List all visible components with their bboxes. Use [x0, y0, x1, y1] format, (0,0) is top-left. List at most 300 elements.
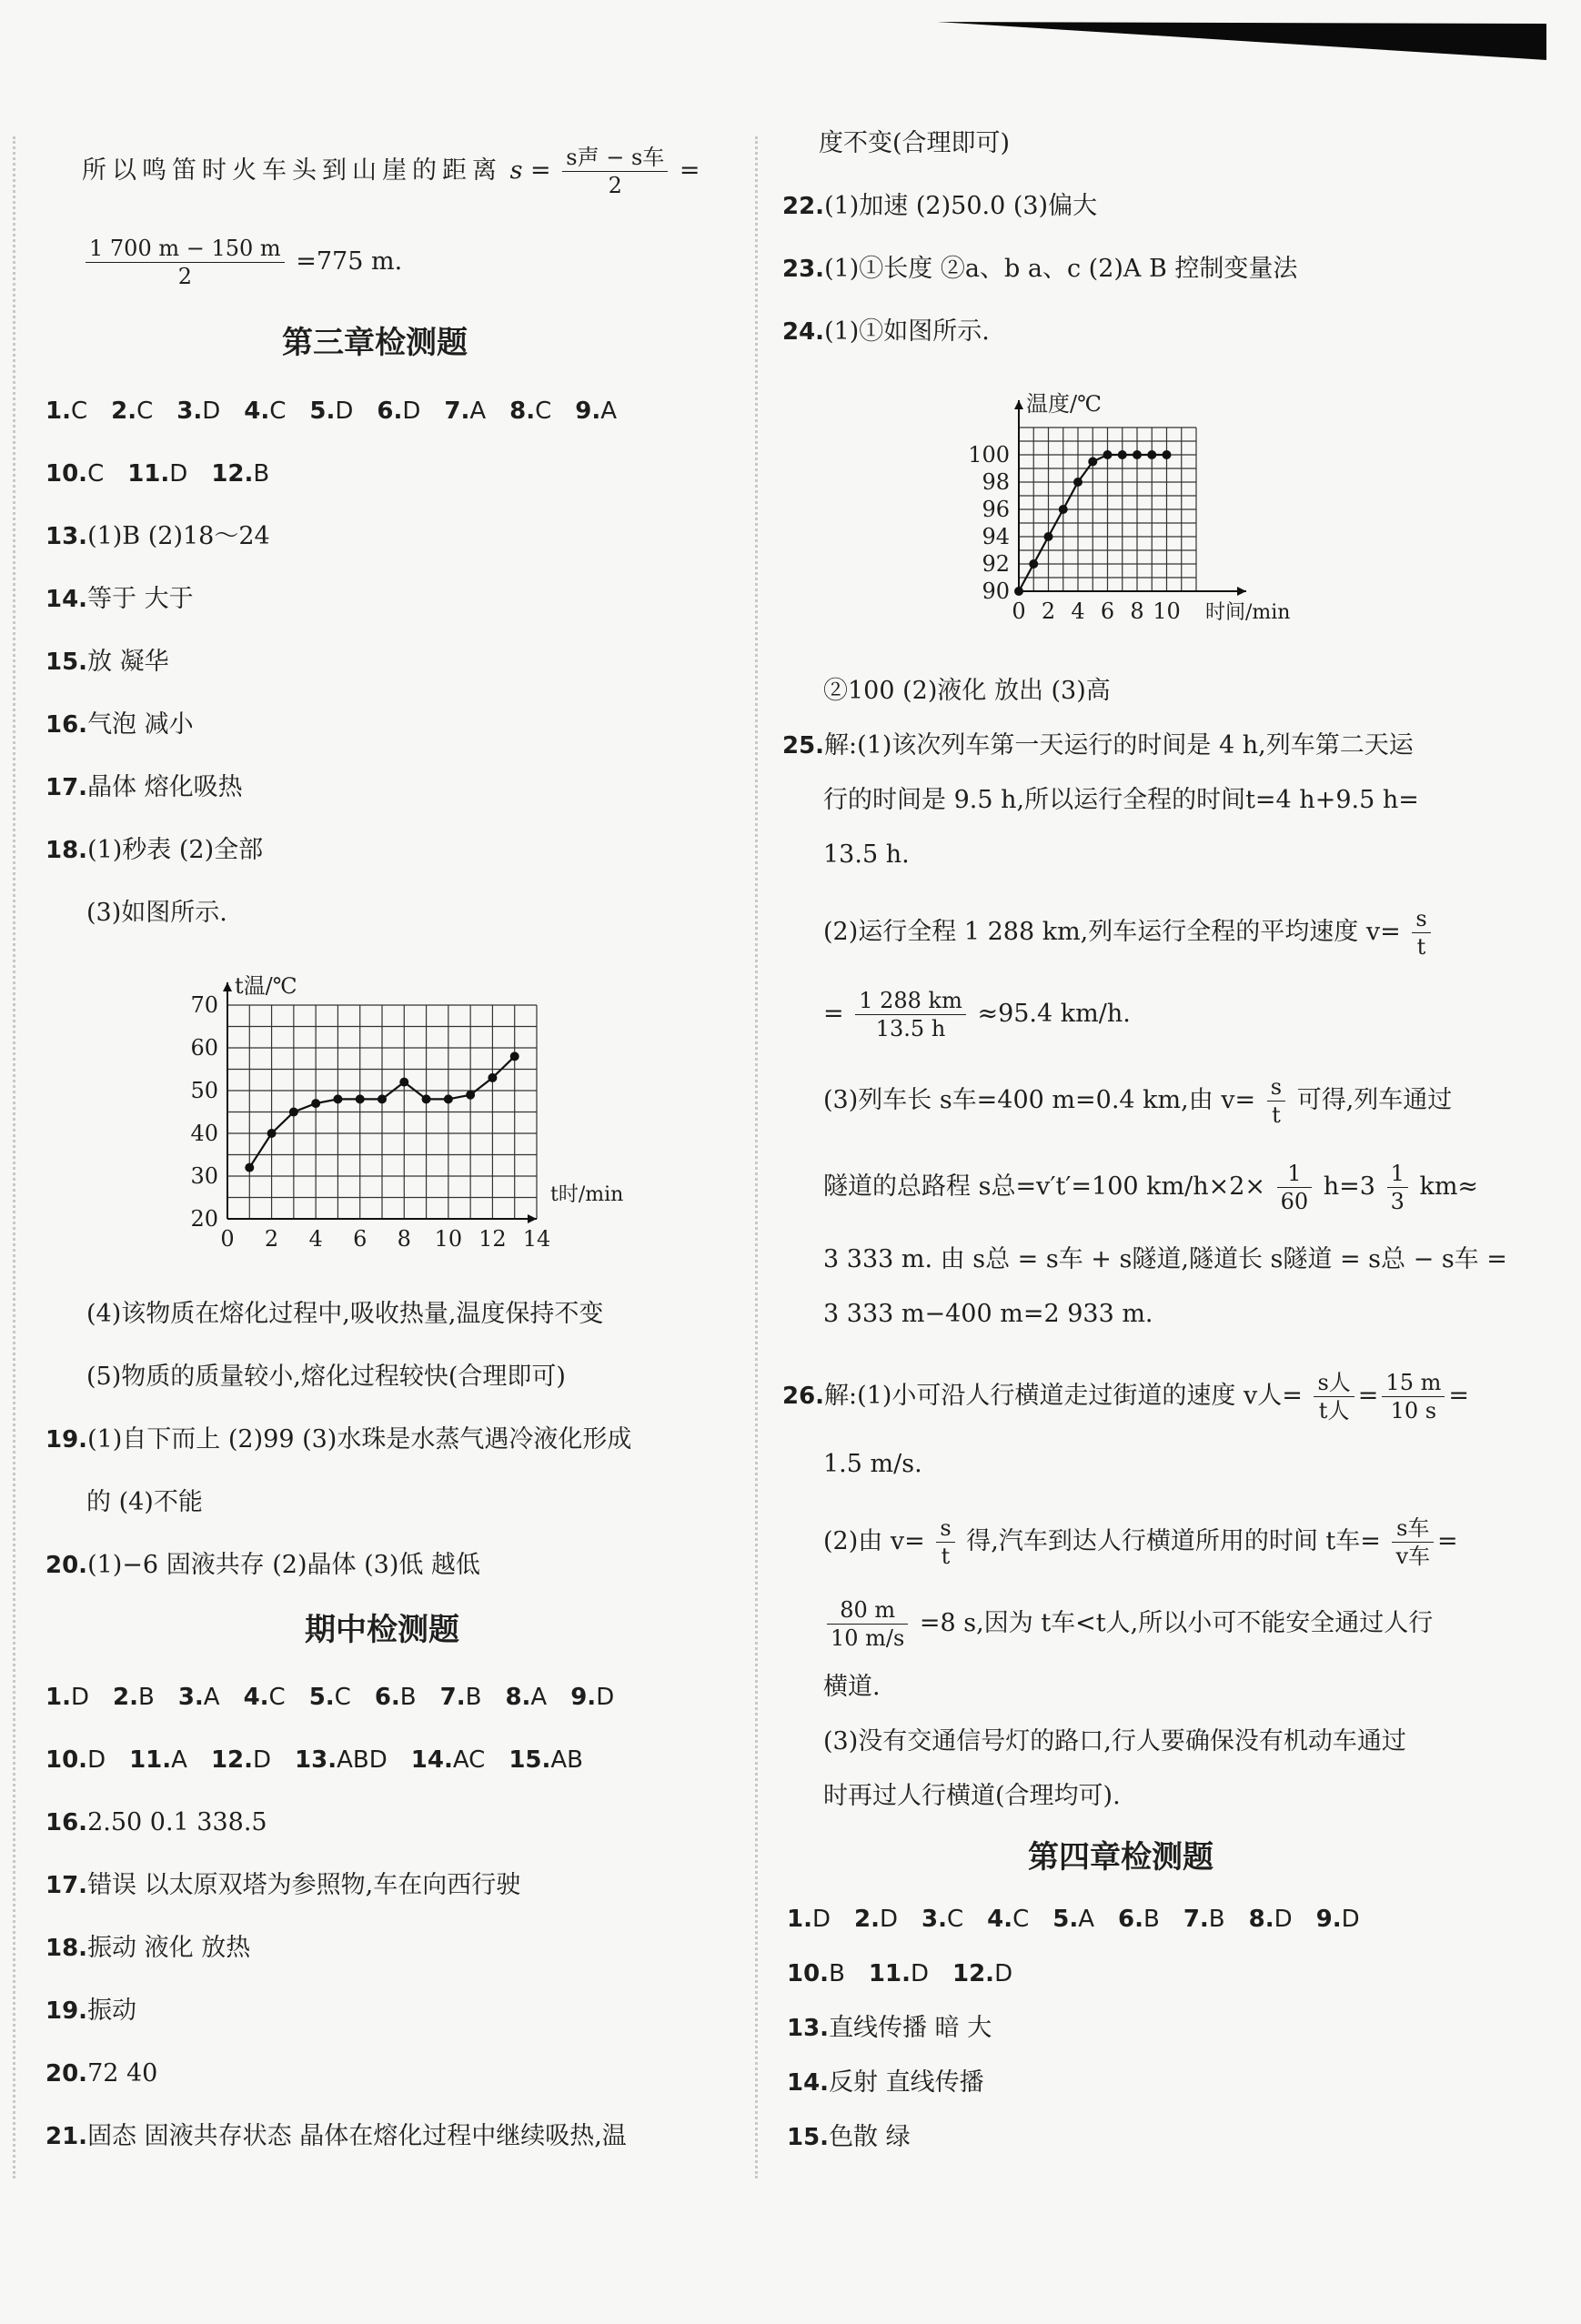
choice-num: 10.: [45, 1746, 88, 1774]
q16-line: [45, 707, 194, 743]
data-point: [1163, 450, 1172, 459]
choice-answer: [444, 393, 486, 429]
ch3-answers-row1: [45, 393, 640, 429]
fraction-numerator: 80 m: [827, 1596, 908, 1625]
fraction-numerator: 1: [1277, 1160, 1313, 1188]
choice-answer: [127, 456, 187, 492]
choice-letter: A: [171, 1746, 187, 1774]
q-answer: (1)①长度 ②a、b a、c (2)A B 控制变量法: [824, 255, 1298, 283]
ch4-answers-row1: [787, 1901, 1384, 1937]
m25-line-2: 行的时间是 9.5 h,所以运行全程的时间t=4 h+9.5 h=: [823, 786, 1419, 814]
choice-num: 2.: [854, 1906, 880, 1933]
choice-answer: [1316, 1901, 1360, 1937]
chapter3-title: 第三章检测题: [282, 325, 468, 361]
text: (2)由 v=: [823, 1527, 925, 1555]
choice-num: 5.: [309, 397, 336, 425]
ch3-answers-row2: [45, 456, 293, 492]
choice-num: 1.: [787, 1906, 812, 1933]
fraction-denominator: 10 m/s: [831, 1625, 905, 1651]
data-point: [245, 1163, 254, 1172]
choice-num: 9.: [1315, 1906, 1342, 1933]
choice-letter: D: [402, 397, 421, 425]
choice-letter: D: [879, 1906, 898, 1933]
choice-answer: [952, 1956, 1012, 1992]
fraction-denominator: 2: [177, 264, 192, 289]
data-point: [1044, 532, 1053, 541]
q19-line-2: 的 (4)不能: [86, 1488, 203, 1516]
m25-line-8: 3 333 m. 由 s总 = s车 + s隧道,隧道长 s隧道 = s总 − s车 =: [823, 1245, 1507, 1273]
q-num: 26.: [782, 1383, 825, 1410]
eq: =: [823, 1000, 844, 1028]
q-num: 13.: [45, 523, 88, 550]
chapter4-title: 第四章检测题: [1028, 1839, 1213, 1876]
choice-answer: [787, 1956, 845, 1992]
choice-num: 12.: [210, 1746, 254, 1774]
choice-answer: [295, 1742, 388, 1778]
choice-answer: [211, 1742, 271, 1778]
c13-line: [787, 2010, 992, 2047]
text: (3)列车长 s车=400 m=0.4 km,由 v=: [823, 1086, 1256, 1114]
q18-4-line: (4)该物质在熔化过程中,吸收热量,温度保持不变: [86, 1300, 604, 1328]
fraction: [562, 144, 668, 199]
m25-line-4: [823, 905, 1435, 961]
choice-num: 6.: [1118, 1906, 1143, 1933]
choice-letter: B: [399, 1684, 417, 1711]
x-tick-label: 6: [353, 1226, 368, 1252]
melting-chart: [164, 960, 655, 1269]
choice-num: 12.: [952, 1960, 995, 1987]
fraction: [1387, 1160, 1408, 1215]
left-margin-rule: [13, 136, 15, 2178]
formula-result: =775 m.: [296, 247, 403, 276]
choice-num: 14.: [410, 1746, 453, 1774]
q-num: 17.: [45, 774, 88, 801]
q-num: 16.: [45, 1809, 88, 1836]
choice-num: 10.: [787, 1960, 830, 1987]
choice-answer: [45, 1679, 89, 1715]
choice-answer: [987, 1901, 1029, 1937]
m24-line-2: ②100 (2)液化 放出 (3)高: [823, 677, 1111, 705]
choice-letter: C: [136, 397, 154, 425]
choice-letter: ABD: [337, 1746, 388, 1774]
y-axis-label: t温/℃: [235, 973, 297, 999]
choice-num: 6.: [377, 397, 403, 425]
choice-letter: A: [1078, 1906, 1095, 1933]
q14-line: [45, 581, 194, 618]
x-axis-label: t时/min: [550, 1183, 624, 1206]
choice-answer: [375, 1679, 417, 1715]
c14-line: [787, 2065, 984, 2101]
x-tick-label: 10: [434, 1226, 463, 1252]
q-answer: 振动: [87, 1997, 137, 2025]
m25-line-7: [823, 1160, 1478, 1215]
q-num: 19.: [45, 1426, 88, 1454]
formula-text: 所以鸣笛时火车头到山崖的距离: [82, 156, 502, 185]
formula-line-1: [82, 144, 700, 199]
choice-num: 12.: [211, 460, 254, 488]
q-answer: (1)B (2)18～24: [87, 522, 270, 550]
text: =8 s,因为 t车<t人,所以小可不能安全通过人行: [919, 1609, 1434, 1637]
q-answer: 振动 液化 放热: [87, 1934, 251, 1962]
ch4-answers-row2: [787, 1956, 1036, 1992]
choice-letter: A: [203, 1684, 220, 1711]
m26-line-5: 横道.: [823, 1673, 881, 1701]
fraction: [86, 235, 285, 290]
q-answer: 放 凝华: [87, 648, 169, 676]
fraction-numerator: s人: [1314, 1369, 1354, 1397]
q-num: 24.: [782, 318, 825, 346]
data-point: [1103, 450, 1113, 459]
choice-letter: D: [994, 1960, 1013, 1987]
fraction: [827, 1596, 908, 1652]
q13-line: [45, 518, 270, 555]
fraction: [1277, 1160, 1313, 1215]
choice-num: 5.: [308, 1684, 335, 1711]
choice-letter: B: [1143, 1906, 1160, 1933]
q18-5-line: (5)物质的质量较小,熔化过程较快(合理即可): [86, 1363, 566, 1391]
choice-letter: B: [1208, 1906, 1225, 1933]
choice-answer: [869, 1956, 929, 1992]
y-tick-label: 98: [982, 469, 1010, 495]
q-num: 13.: [787, 2015, 830, 2042]
choice-answer: [921, 1901, 963, 1937]
formula-line-2: [82, 235, 402, 290]
fraction-denominator: 13.5 h: [875, 1016, 946, 1041]
fraction-denominator: t: [1416, 934, 1426, 960]
mid-answers-row2: [45, 1742, 607, 1778]
choice-num: 8.: [1248, 1906, 1274, 1933]
fraction-denominator: 60: [1280, 1189, 1309, 1214]
choice-num: 7.: [444, 397, 470, 425]
q-answer: 反射 直线传播: [829, 2068, 984, 2097]
x-tick-label: 2: [1041, 599, 1056, 624]
x-axis-label: 时间/min: [1205, 601, 1291, 624]
q-answer: 直线传播 暗 大: [829, 2014, 992, 2042]
m26-line-2: 1.5 m/s.: [823, 1450, 922, 1478]
choice-letter: D: [1274, 1906, 1293, 1933]
choice-answer: [411, 1742, 486, 1778]
choice-num: 4.: [243, 1684, 269, 1711]
m26-line-6: (3)没有交通信号灯的路口,行人要确保没有机动车通过: [823, 1727, 1406, 1756]
x-axis-arrow: [1237, 587, 1246, 596]
data-point: [444, 1094, 453, 1103]
choice-answer: [505, 1679, 547, 1715]
data-point: [378, 1094, 387, 1103]
choice-num: 9.: [575, 397, 601, 425]
fraction-numerator: 15 m: [1382, 1369, 1445, 1397]
y-tick-label: 60: [190, 1035, 218, 1061]
fraction-denominator: 2: [608, 173, 622, 198]
fraction: [1382, 1369, 1445, 1424]
x-tick-label: 10: [1153, 599, 1181, 624]
x-axis-arrow: [528, 1214, 537, 1223]
choice-letter: AB: [550, 1746, 583, 1774]
q-num: 18.: [45, 1935, 88, 1962]
fraction-numerator: s: [1267, 1073, 1285, 1102]
fraction-denominator: 10 s: [1390, 1398, 1437, 1424]
choice-num: 3.: [921, 1906, 947, 1933]
m25-line-9: 3 333 m−400 m=2 933 m.: [823, 1300, 1153, 1328]
data-point: [356, 1094, 365, 1103]
choice-num: 6.: [374, 1684, 400, 1711]
y-tick-label: 90: [982, 578, 1010, 604]
x-tick-label: 0: [220, 1226, 235, 1252]
text: (2)运行全程 1 288 km,列车运行全程的平均速度 v=: [823, 918, 1401, 946]
choice-letter: C: [268, 1684, 286, 1711]
data-point: [510, 1051, 519, 1061]
data-point: [1073, 478, 1083, 487]
choice-answer: [129, 1742, 187, 1778]
m25-line-6: [823, 1073, 1452, 1129]
fraction-denominator: t: [1272, 1102, 1281, 1128]
m26-line-4: [823, 1596, 1433, 1652]
choice-num: 2.: [111, 397, 137, 425]
column-divider: [755, 136, 758, 2178]
choice-letter: D: [335, 397, 354, 425]
fraction-denominator: t: [941, 1544, 951, 1569]
choice-num: 11.: [127, 460, 170, 488]
choice-letter: D: [253, 1746, 272, 1774]
q-answer: 晶体 熔化吸热: [87, 773, 243, 801]
fraction-numerator: 1 288 km: [855, 987, 966, 1015]
choice-answer: [509, 1742, 583, 1778]
choice-answer: [377, 393, 420, 429]
m17-line: [45, 1867, 520, 1904]
fraction-numerator: s: [936, 1514, 954, 1543]
choice-answer: [440, 1679, 482, 1715]
q-answer: 2.50 0.1 338.5: [87, 1808, 267, 1836]
choice-letter: A: [469, 397, 487, 425]
text: 可得,列车通过: [1296, 1086, 1453, 1114]
data-point: [1133, 450, 1142, 459]
data-point: [267, 1129, 277, 1138]
q-num: 20.: [45, 1552, 88, 1579]
choice-num: 5.: [1052, 1906, 1079, 1933]
choice-answer: [1249, 1901, 1293, 1937]
fraction-numerator: s声 − s车: [562, 144, 668, 172]
q15-line: [45, 644, 169, 680]
q-answer: (1)秒表 (2)全部: [87, 836, 264, 864]
choice-num: 3.: [177, 1684, 204, 1711]
choice-answer: [111, 393, 153, 429]
mid-answers-row1: [45, 1679, 638, 1715]
data-point: [1147, 450, 1156, 459]
q-answer: 解:(1)该次列车第一天运行的时间是 4 h,列车第二天运: [824, 731, 1414, 760]
choice-answer: [45, 456, 104, 492]
y-tick-label: 94: [982, 524, 1010, 549]
m18-line: [45, 1930, 250, 1967]
fraction-numerator: 1: [1387, 1160, 1408, 1188]
choice-answer: [244, 393, 286, 429]
choice-answer: [1183, 1901, 1225, 1937]
choice-answer: [45, 1742, 106, 1778]
x-tick-label: 8: [397, 1226, 411, 1252]
q-answer: (1)自下而上 (2)99 (3)水珠是水蒸气遇冷液化形成: [87, 1425, 632, 1454]
data-point: [1059, 505, 1068, 514]
y-tick-label: 40: [190, 1121, 218, 1146]
data-point: [289, 1108, 298, 1117]
choice-letter: D: [202, 397, 221, 425]
fraction-numerator: s: [1412, 905, 1430, 933]
m20-line: [45, 2056, 157, 2092]
fraction-denominator: t人: [1318, 1398, 1350, 1424]
y-tick-label: 20: [190, 1206, 218, 1232]
q-num: 25.: [782, 732, 825, 760]
m24-line: [782, 314, 990, 350]
data-point: [1029, 559, 1038, 568]
x-tick-label: 14: [522, 1226, 551, 1252]
m26-line-7: 时再过人行横道(合理均可).: [823, 1782, 1121, 1810]
m25-line-1: [782, 728, 1414, 764]
choice-num: 8.: [505, 1684, 531, 1711]
choice-answer: [570, 1679, 614, 1715]
q20-line: [45, 1547, 480, 1584]
choice-num: 13.: [295, 1746, 337, 1774]
choice-num: 10.: [45, 460, 88, 488]
choice-answer: [244, 1679, 286, 1715]
choice-letter: AC: [452, 1746, 486, 1774]
choice-letter: C: [334, 1684, 351, 1711]
y-tick-label: 92: [982, 551, 1010, 577]
choice-num: 7.: [1183, 1906, 1209, 1933]
y-axis-arrow: [1014, 400, 1023, 409]
q-answer: (1)−6 固液共存 (2)晶体 (3)低 越低: [87, 1551, 480, 1579]
q-answer: 错误 以太原双塔为参照物,车在向西行驶: [87, 1871, 521, 1899]
choice-letter: D: [910, 1960, 929, 1987]
data-point: [1088, 458, 1097, 467]
choice-letter: C: [87, 460, 105, 488]
q-num: 16.: [45, 711, 88, 739]
choice-answer: [309, 1679, 351, 1715]
q-answer: (1)加速 (2)50.0 (3)偏大: [824, 192, 1098, 220]
q-num: 17.: [45, 1872, 88, 1899]
choice-letter: D: [1341, 1906, 1360, 1933]
fraction: [1392, 1514, 1434, 1570]
x-tick-label: 0: [1012, 599, 1026, 624]
fraction: [1412, 905, 1430, 961]
choice-letter: C: [269, 397, 287, 425]
y-tick-label: 70: [190, 992, 218, 1018]
q17-line: [45, 770, 243, 806]
q-num: 19.: [45, 1997, 88, 2025]
choice-letter: D: [70, 1684, 89, 1711]
choice-answer: [309, 393, 353, 429]
data-point: [311, 1099, 320, 1108]
choice-answer: [176, 393, 220, 429]
fraction: [936, 1514, 954, 1570]
eq: =: [530, 156, 551, 185]
y-tick-label: 100: [968, 442, 1010, 468]
choice-answer: [211, 456, 269, 492]
m23-line: [782, 251, 1297, 287]
x-tick-label: 8: [1130, 599, 1144, 624]
x-tick-label: 12: [478, 1226, 507, 1252]
boiling-chart: [964, 373, 1328, 646]
c15-line: [787, 2119, 911, 2156]
choice-answer: [575, 393, 617, 429]
choice-answer: [509, 393, 551, 429]
choice-letter: C: [946, 1906, 964, 1933]
m16-line: [45, 1805, 267, 1841]
q18-3-line: (3)如图所示.: [86, 899, 227, 927]
fraction: [1267, 1073, 1285, 1129]
choice-letter: B: [253, 460, 270, 488]
choice-num: 1.: [45, 397, 71, 425]
x-tick-label: 4: [308, 1226, 323, 1252]
y-axis-label: 温度/℃: [1026, 391, 1102, 417]
m22-line: [782, 188, 1097, 225]
q-answer: (1)①如图所示.: [824, 317, 990, 346]
eq2: =: [679, 156, 700, 185]
choice-answer: [1118, 1901, 1160, 1937]
data-point: [333, 1094, 342, 1103]
y-tick-label: 50: [190, 1078, 218, 1103]
choice-num: 2.: [113, 1684, 138, 1711]
choice-num: 15.: [509, 1746, 551, 1774]
choice-letter: B: [829, 1960, 845, 1987]
choice-num: 11.: [129, 1746, 172, 1774]
data-point: [1014, 587, 1023, 596]
choice-letter: A: [600, 397, 618, 425]
x-tick-label: 4: [1071, 599, 1085, 624]
choice-letter: D: [811, 1906, 831, 1933]
q19-line: [45, 1422, 631, 1458]
text: ≈95.4 km/h.: [977, 1000, 1131, 1028]
choice-num: 3.: [176, 397, 203, 425]
fraction-numerator: 1 700 m − 150 m: [86, 235, 285, 263]
q-num: 22.: [782, 193, 825, 220]
choice-letter: B: [137, 1684, 155, 1711]
q-num: 14.: [787, 2069, 830, 2097]
top-edge-bar: [937, 18, 1546, 60]
choice-num: 11.: [868, 1960, 911, 1987]
choice-num: 7.: [439, 1684, 466, 1711]
q-answer: 气泡 减小: [87, 710, 194, 739]
choice-answer: [854, 1901, 898, 1937]
choice-answer: [787, 1901, 831, 1937]
text: h=3: [1323, 1172, 1375, 1201]
choice-answer: [1052, 1901, 1094, 1937]
choice-answer: [45, 393, 87, 429]
choice-letter: D: [169, 460, 188, 488]
data-point: [466, 1091, 475, 1100]
text: km≈: [1419, 1172, 1479, 1201]
q-answer: 72 40: [87, 2059, 158, 2088]
midterm-title: 期中检测题: [305, 1612, 459, 1648]
text: 隧道的总路程 s总=v′t′=100 km/h×2×: [823, 1172, 1266, 1201]
q-num: 14.: [45, 586, 88, 613]
q18-line: [45, 832, 263, 869]
m19-line: [45, 1993, 136, 2029]
data-point: [1118, 450, 1127, 459]
fraction: [1314, 1369, 1354, 1424]
q-num: 15.: [45, 649, 88, 676]
text: 得,汽车到达人行横道所用的时间 t车=: [966, 1527, 1381, 1555]
m21-line-2: 度不变(合理即可): [819, 129, 1011, 157]
choice-answer: [113, 1679, 155, 1715]
y-tick-label: 30: [190, 1163, 218, 1189]
y-tick-label: 96: [982, 497, 1010, 522]
q-answer: 色散 绿: [829, 2123, 911, 2151]
choice-num: 4.: [987, 1906, 1013, 1933]
q-answer: 固态 固液共存状态 晶体在熔化过程中继续吸热,温: [87, 2122, 627, 2150]
choice-num: 9.: [570, 1684, 597, 1711]
var-s: s: [509, 156, 523, 185]
fraction-numerator: s车: [1392, 1514, 1434, 1543]
choice-letter: C: [535, 397, 552, 425]
m21-line: [45, 2118, 627, 2155]
text: 解:(1)小可沿人行横道走过街道的速度 v人=: [824, 1382, 1303, 1410]
